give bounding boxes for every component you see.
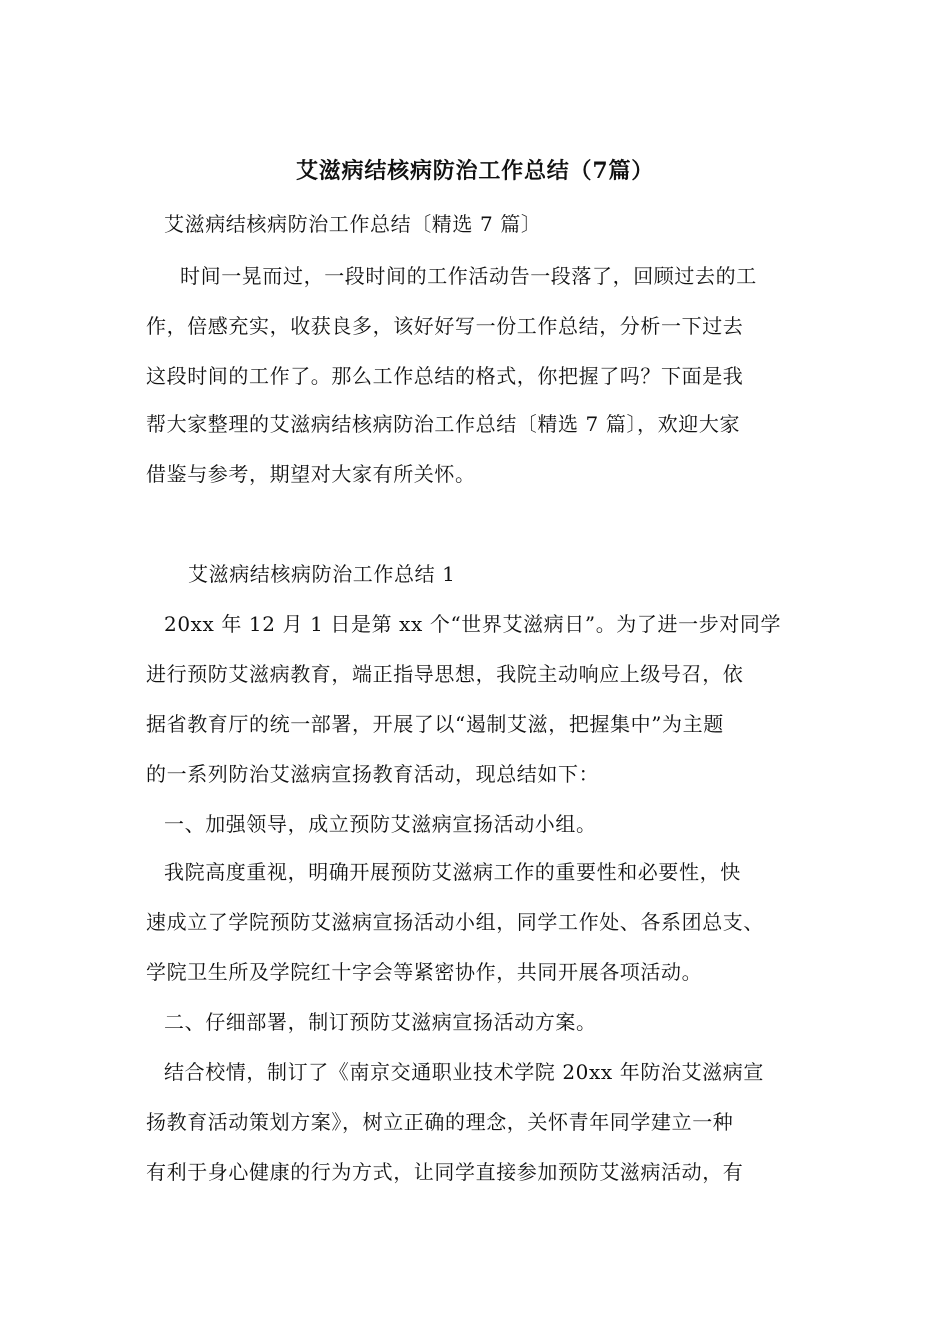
document-subtitle: 艾滋病结核病防治工作总结〔精选 7 篇〕 [164, 212, 542, 236]
document-title: 艾滋病结核病防治工作总结（7篇） [295, 158, 655, 184]
intro-line-5: 借鉴与参考，期望对大家有所关怀。 [146, 462, 476, 486]
section1-line-4: 的一系列防治艾滋病宣扬教育活动，现总结如下： [146, 762, 600, 786]
intro-line-4: 帮大家整理的艾滋病结核病防治工作总结〔精选 7 篇〕，欢迎大家 [146, 412, 741, 436]
intro-line-1: 时间一晃而过，一段时间的工作活动告一段落了，回顾过去的工 [180, 264, 757, 288]
point1-line-1: 我院高度重视，明确开展预防艾滋病工作的重要性和必要性，快 [164, 860, 741, 884]
point1-line-2: 速成立了学院预防艾滋病宣扬活动小组，同学工作处、各系团总支、 [146, 910, 764, 934]
section1-line-1: 20xx 年 12 月 1 日是第 xx 个“世界艾滋病日”。为了进一步对同学 [164, 612, 782, 636]
section1-heading: 艾滋病结核病防治工作总结 1 [188, 562, 456, 586]
intro-line-3: 这段时间的工作了。那么工作总结的格式，你把握了吗？下面是我 [146, 364, 744, 388]
section1-line-3: 据省教育厅的统一部署，开展了以“遏制艾滋，把握集中”为主题 [146, 712, 724, 736]
point2-heading: 二、仔细部署，制订预防艾滋病宣扬活动方案。 [164, 1010, 597, 1034]
point2-line-3: 有利于身心健康的行为方式，让同学直接参加预防艾滋病活动，有 [146, 1160, 744, 1184]
point2-line-1: 结合校情，制订了《南京交通职业技术学院 20xx 年防治艾滋病宣 [164, 1060, 764, 1084]
point2-line-2: 扬教育活动策划方案》，树立正确的理念，关怀青年同学建立一种 [146, 1110, 734, 1134]
point1-line-3: 学院卫生所及学院红十字会等紧密协作，共同开展各项活动。 [146, 960, 703, 984]
section1-line-2: 进行预防艾滋病教育，端正指导思想，我院主动响应上级号召，依 [146, 662, 744, 686]
intro-line-2: 作，倍感充实，收获良多，该好好写一份工作总结，分析一下过去 [146, 314, 744, 338]
point1-heading: 一、加强领导，成立预防艾滋病宣扬活动小组。 [164, 812, 597, 836]
